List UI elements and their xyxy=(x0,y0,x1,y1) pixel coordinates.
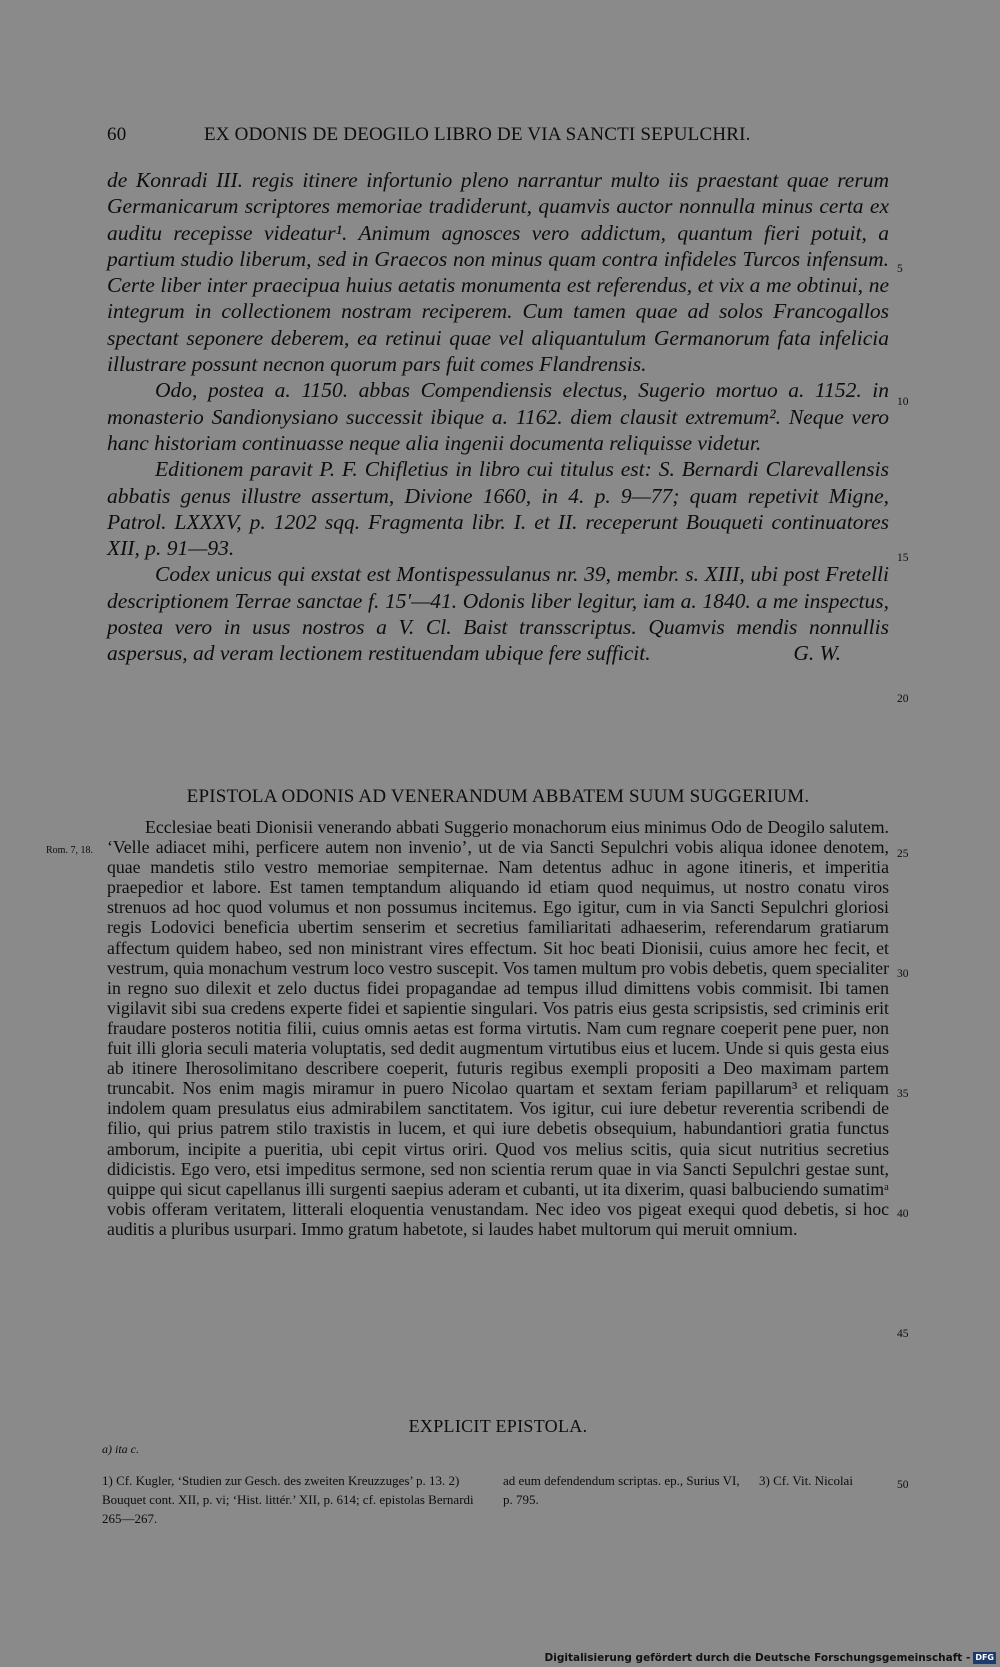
line-number: 10 xyxy=(897,396,909,408)
intro-paragraph xyxy=(107,561,889,666)
editor-signature: G. W. xyxy=(793,641,841,666)
line-number: 35 xyxy=(897,1088,909,1100)
line-number: 25 xyxy=(897,848,909,860)
apparatus-note: a) ita c. xyxy=(102,1442,139,1456)
footnote-column: 1) Cf. Kugler, ‘Studien zur Gesch. des zweiten Kreuzzuges’ p. 13. 2) Bouquet cont. XII, p. vi; ‘Hist. littér.’ XII, p. 614; cf. epistolas Bernardi 265—267. xyxy=(102,1473,474,1526)
line-number: 45 xyxy=(897,1328,909,1340)
intro-paragraph-text: Codex unicus qui exstat est Montispessulanus nr. 39, membr. s. XIII, ubi post Fretelli descriptionem Terrae sanctae f. 15'—41. Odonis liber legitur, iam a. 1840. a me inspectus, postea vero in usus nostros a V. Cl. Baist transscriptus. Quamvis mendis nonnullis aspersus, ad veram lectionem restituendam ubique fere sufficit. xyxy=(107,562,889,666)
running-title: EX ODONIS DE DEOGILO LIBRO DE VIA SANCTI SEPULCHRI. xyxy=(204,124,751,145)
intro-paragraph: Odo, postea a. 1150. abbas Compendiensis electus, Sugerio mortuo a. 1152. in monasterio Sandionysiano successit ibique a. 1162. diem clausit extremum². Neque vero hanc historiam continuasse neque alia ingenii documenta reliquisse videtur. xyxy=(107,378,889,455)
line-number: 30 xyxy=(897,968,909,980)
margin-reference: Rom. 7, 18. xyxy=(46,845,93,856)
intro-paragraph: de Konradi III. regis itinere infortunio pleno narrantur multo iis praestant quae rerum Germanicarum scriptores memoriae tradiderunt, quamvis auctor nonnulla minus certa ex auditu recepisse videatur¹. Animum agnosces vero addictum, quantum fieri potuit, a partium studio liberum, sed in Graecos non minus quam contra infideles Turcos infensum. Certe liber inter praecipua huius aetatis monumenta est referendus, et vix a me obtinui, ne integrum in collectionem nostram reciperem. Cum tamen quae ad solos Francogallos spectant seponere deberem, ea retinui quae vel aliquantulum Germanorum fata infelicia illustrare possunt necnon quorum pars fuit comes Flandrensis. xyxy=(107,168,889,377)
epistola-text xyxy=(107,817,889,1239)
line-number: 40 xyxy=(897,1208,909,1220)
line-number: 50 xyxy=(897,1479,909,1491)
footnote-column: ad eum defendendum scriptas. ep., Surius VI, p. 795. xyxy=(503,1473,740,1507)
explicit-line: EXPLICIT EPISTOLA. xyxy=(408,1416,588,1436)
editor-introduction xyxy=(107,167,889,667)
footnote-column: 3) Cf. Vit. Nicolai xyxy=(759,1473,853,1488)
digitization-credit xyxy=(545,1652,996,1664)
page-number: 60 xyxy=(107,124,127,145)
epistola-paragraph: Ecclesiae beati Dionisii venerando abbati Suggerio monachorum eius minimus Odo de Deogilo salutem. ‘Velle adiacet mihi, perficere autem non invenio’, ut de via Sancti Sepulchri vobis aliqua idonee denotem, quae mandetis stilo vestro memoriae sempiternae. Nam detentus adhuc in agone itineris, et imperitia praepedior et labore. Est tamen temptandum aliquando id etiam quod nequimus, ut nostro conatu viros strenuos ad hoc quod volumus et non possumus incitemus. Ego igitur, cum in via Sancti Sepulchri gloriosi regis Lodovici beneficia ubertim senserim et secretius familiaritati adhaeserim, referendarum gratiarum affectum quidem habeo, sed non ministrant vires effectum. Sit hoc beati Dionisii, cuius amore hec fecit, et vestrum, quia monachum vestrum loco vestro suscepit. Vos tamen multum pro vobis debetis, quem specialiter in regno suo dilexit et zelo ductus fidei propagandae ad tempus illud dimittens vobis commisit. Ibi tamen vigilavit sibi sua credens experte fidei et sapientie singulari. Vos patris eius gesta scripsistis, sed criminis erit fraudare posteros notitia filii, cuius omnis aetas est forma virtutis. Nam cum regnare coeperit pene puer, non fuit illi gloria seculi materia voluptatis, sed dedit augmentum virtutibus eius et lucem. Unde si quis gesta eius ab itinere Iherosolimitano describere coeperit, futuris regibus exempli propositi a Deo maximam partem truncabit. Nos enim magis miramur in puero Nicolao quartam et sextam feriam papillarum³ et reliquam indolem quam presulatus eius admirabilem sanctitatem. Vos igitur, cui iure debetur reverentia scribendi de filio, qui prius patrem stilo traxistis in lucem, et qui iure debetis obsequium, habundantiori gratia functus amborum, incipite a pueritia, ubi cepit virtus oriri. Quod vos melius scitis, quia sicut nutritius secretius didicistis. Ego vero, etsi impeditus sermone, sed non scientia rerum quae in via Sancti Sepulchri gestae sunt, quippe qui sicut capellanus illi surgenti saepius aderam et cubanti, ut ita dixerim, quasi balbuciendo sumatimᵃ vobis offeram veritatem, litterali eloquentia venustandam. Nec ideo vos pigeat exequi quod debetis, si hoc auditis a pluribus usurpari. Immo gratum habetote, si laudes habet multorum qui meruit omnium. xyxy=(107,817,889,1239)
epistola-heading: EPISTOLA ODONIS AD VENERANDUM ABBATEM SUUM SUGGERIUM. xyxy=(186,786,810,807)
line-number: 5 xyxy=(897,263,903,275)
intro-paragraph: Editionem paravit P. F. Chifletius in libro cui titulus est: S. Bernardi Clarevallensis abbatis genus illustre assertum, Divione 1660, in 4. p. 9—77; quam repetivit Migne, Patrol. LXXXV, p. 1202 sqq. Fragmenta libr. I. et II. receperunt Bouqueti continuatores XII, p. 91—93. xyxy=(107,457,889,561)
credit-text: Digitalisierung gefördert durch die Deutsche Forschungsgemeinschaft - xyxy=(544,1652,971,1664)
dfg-logo: DFG xyxy=(975,1653,994,1662)
line-number: 20 xyxy=(897,693,909,705)
line-number: 15 xyxy=(897,552,909,564)
